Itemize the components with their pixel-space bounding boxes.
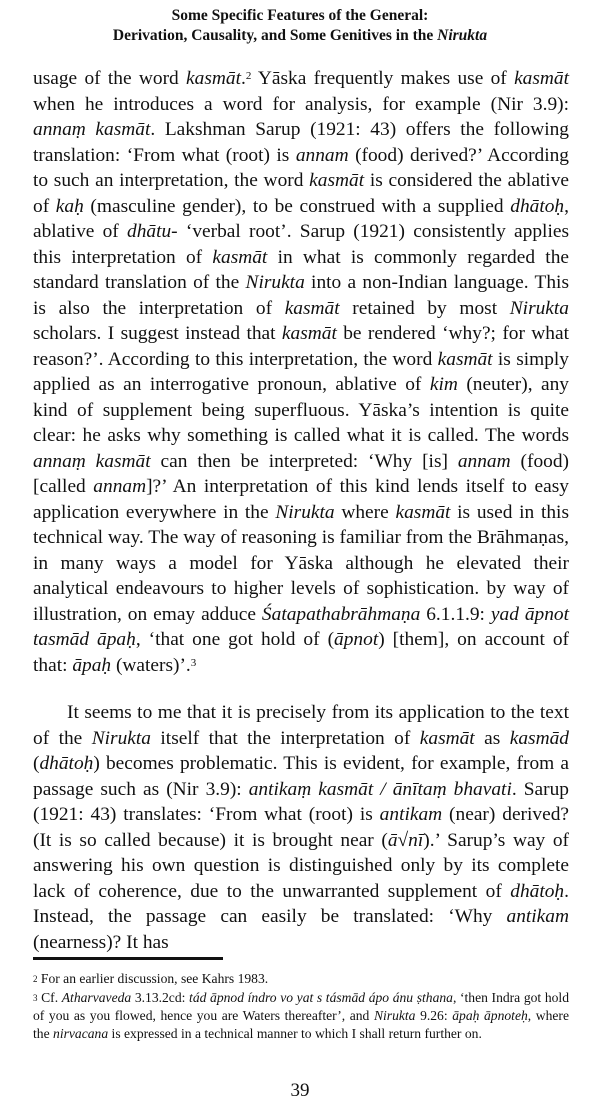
page-number: 39 <box>290 1080 310 1101</box>
text-run: (food) derived?’ According to such an interpretation, the word <box>33 144 569 191</box>
italic-term: Nirukta <box>91 727 151 749</box>
text-run: Cf. <box>37 990 62 1005</box>
text-run: 6.1.1.9: <box>420 603 491 625</box>
text-run: , where the <box>33 1008 569 1041</box>
text-run: (food) [called <box>33 450 569 497</box>
footnote-marker: 3 <box>190 656 197 669</box>
italic-term: kasmāt <box>514 68 570 89</box>
italic-term: Nirukta <box>245 272 305 293</box>
text-run: Yāska frequently makes use of <box>251 68 515 89</box>
text-run: , ‘that one got hold of ( <box>135 629 335 650</box>
italic-term: kasmāt <box>281 323 337 344</box>
text-run: . <box>240 68 246 89</box>
footnote-rule <box>33 957 223 960</box>
italic-term: Nirukta <box>509 297 570 319</box>
text-run: into a non-Indian language. This is also the interpretation of <box>33 272 569 319</box>
text-run: . Instead, the passage can easily be translated: ‘Why <box>33 880 569 927</box>
footnote-marker: 2 <box>33 974 38 984</box>
text-run: , ‘then Indra got hold of you as you flowed, hence you are Waters thereafter’, and <box>33 990 569 1023</box>
paragraph-2 <box>33 700 569 955</box>
text-run: be rendered ‘why?; for what reason?’. According to this interpretation, the word <box>33 323 569 370</box>
italic-term: āpnot <box>334 629 379 650</box>
text-run: can then be interpreted: ‘Why [is] <box>150 450 458 472</box>
italic-term: Nirukta <box>373 1008 416 1023</box>
text-run: , ablative of <box>33 195 569 242</box>
italic-term: kasmāt <box>284 297 340 319</box>
italic-term: annam <box>457 450 511 472</box>
text-run: usage of the word <box>33 68 187 89</box>
header-line-1: Some Specific Features of the General: <box>171 7 429 24</box>
italic-term: antikaṃ kasmāt / ānītaṃ bhavati <box>248 778 512 800</box>
italic-term: antikam <box>506 906 569 927</box>
text-run: ) [them], on account of that: <box>33 629 570 676</box>
text-run: scholars. I suggest instead that <box>33 323 282 344</box>
footnote-marker: 3 <box>33 993 38 1003</box>
italic-term: kaḥ <box>55 195 84 217</box>
italic-term: kasmāt <box>309 170 365 191</box>
paragraph-1 <box>33 66 569 678</box>
text-run: . Sarup (1921: 43) translates: ‘From what (root) is <box>33 778 569 825</box>
italic-term: kim <box>429 374 458 395</box>
italic-term: annaṃ kasmāt <box>33 450 151 472</box>
text-run: (neuter), any kind of supplement being superfluous. Yāska’s intention is quite clear: he asks why something is called what it is called. The words <box>33 374 569 446</box>
text-run: It seems to me that it is precisely from its application to the text of the <box>33 702 569 749</box>
italic-term: kasmāt <box>395 501 451 523</box>
text-run: . Lakshman Sarup (1921: 43) offers the following translation: ‘From what (root) is <box>33 119 569 166</box>
italic-term: dhātoḥ <box>510 195 565 217</box>
header-line-2 <box>0 26 600 46</box>
text-run: ).’ Sarup’s way of answering his own question is distinguished only by its complete lack of coherence, due to the unwarranted supplement of <box>33 829 569 902</box>
text-run: For an earlier discussion, see Kahrs 1983. <box>37 971 269 986</box>
italic-term: kasmād <box>509 727 569 749</box>
text-run: itself that the interpretation of <box>150 727 420 749</box>
italic-term: Śatapathabrāhmaṇa <box>261 603 421 625</box>
text-run: ]?’ An interpretation of this kind lends itself to easy application everywhere in the <box>33 476 569 523</box>
text-run: ‘verbal root’. Sarup (1921) consistently applies this interpretation of <box>33 221 569 268</box>
italic-term: dhātu- <box>127 221 178 242</box>
text-run: is expressed in a technical manner to which I shall return further on. <box>108 1026 482 1041</box>
italic-term: tád āpnod índro vo yat s tásmād ápo ánu ṣthana <box>189 990 453 1005</box>
italic-term: nirvacana <box>53 1026 109 1041</box>
text-run: is used in this technical way. The way of reasoning is familiar from the Brāhmaṇas, in many ways a model for Yāska although he elevated their analytical endeavours to higher levels of sophistication. by way of illustration, on emay adduce <box>33 501 569 625</box>
italic-term: annam <box>295 144 349 166</box>
italic-term: kasmāt <box>212 246 268 268</box>
text-run: where <box>334 501 396 523</box>
italic-term: annam <box>93 476 147 497</box>
italic-term: yad āpnot tasmād āpaḥ <box>33 603 569 650</box>
italic-term: āpaḥ <box>72 654 112 676</box>
italic-term: Atharvaveda <box>61 990 132 1005</box>
italic-term: antikam <box>379 804 443 825</box>
italic-term: kasmāt <box>419 727 475 749</box>
italic-term: dhātoḥ <box>39 753 94 774</box>
italic-term: kasmāt <box>437 348 493 370</box>
italic-term: Nirukta <box>275 501 335 523</box>
text-run: retained by most <box>339 297 510 319</box>
text-run: is simply applied as an interrogative pronoun, ablative of <box>33 348 569 395</box>
header-line-2-italic: Nirukta <box>437 27 488 44</box>
text-run: (waters)’. <box>111 654 191 676</box>
text-run: as <box>474 727 510 749</box>
footnote-3 <box>33 989 569 1043</box>
italic-term: annaṃ kasmāt <box>33 119 151 140</box>
text-run: when he introduces a word for analysis, for example (Nir 3.9): <box>33 93 569 115</box>
italic-term: āpaḥ āpnoteḥ <box>452 1008 528 1023</box>
text-run: ) becomes problematic. This is evident, for example, from a passage such as (Nir 3.9): <box>33 753 569 800</box>
body-text <box>33 66 569 955</box>
footnotes <box>33 970 569 1044</box>
text-run: ( <box>33 753 40 774</box>
text-run: in what is commonly regarded the standard translation of the <box>33 246 569 293</box>
italic-term: ā√nī <box>387 829 424 851</box>
text-run: (near) derived? (It is so called because) it is brought near ( <box>33 804 569 851</box>
footnote-2 <box>33 970 569 988</box>
text-run: 3.13.2cd: <box>131 990 190 1005</box>
text-run: (nearness)? It has <box>33 931 169 953</box>
text-run: is considered the ablative of <box>33 170 569 217</box>
italic-term: dhātoḥ <box>510 880 565 902</box>
footnote-marker: 2 <box>245 70 252 82</box>
header-line-2-text: Derivation, Causality, and Some Genitives in the <box>112 27 438 44</box>
text-run: 9.26: <box>415 1008 453 1023</box>
running-header <box>0 6 600 46</box>
text-run: (masculine gender), to be construed with a supplied <box>83 195 511 217</box>
italic-term: kasmāt <box>186 68 241 89</box>
